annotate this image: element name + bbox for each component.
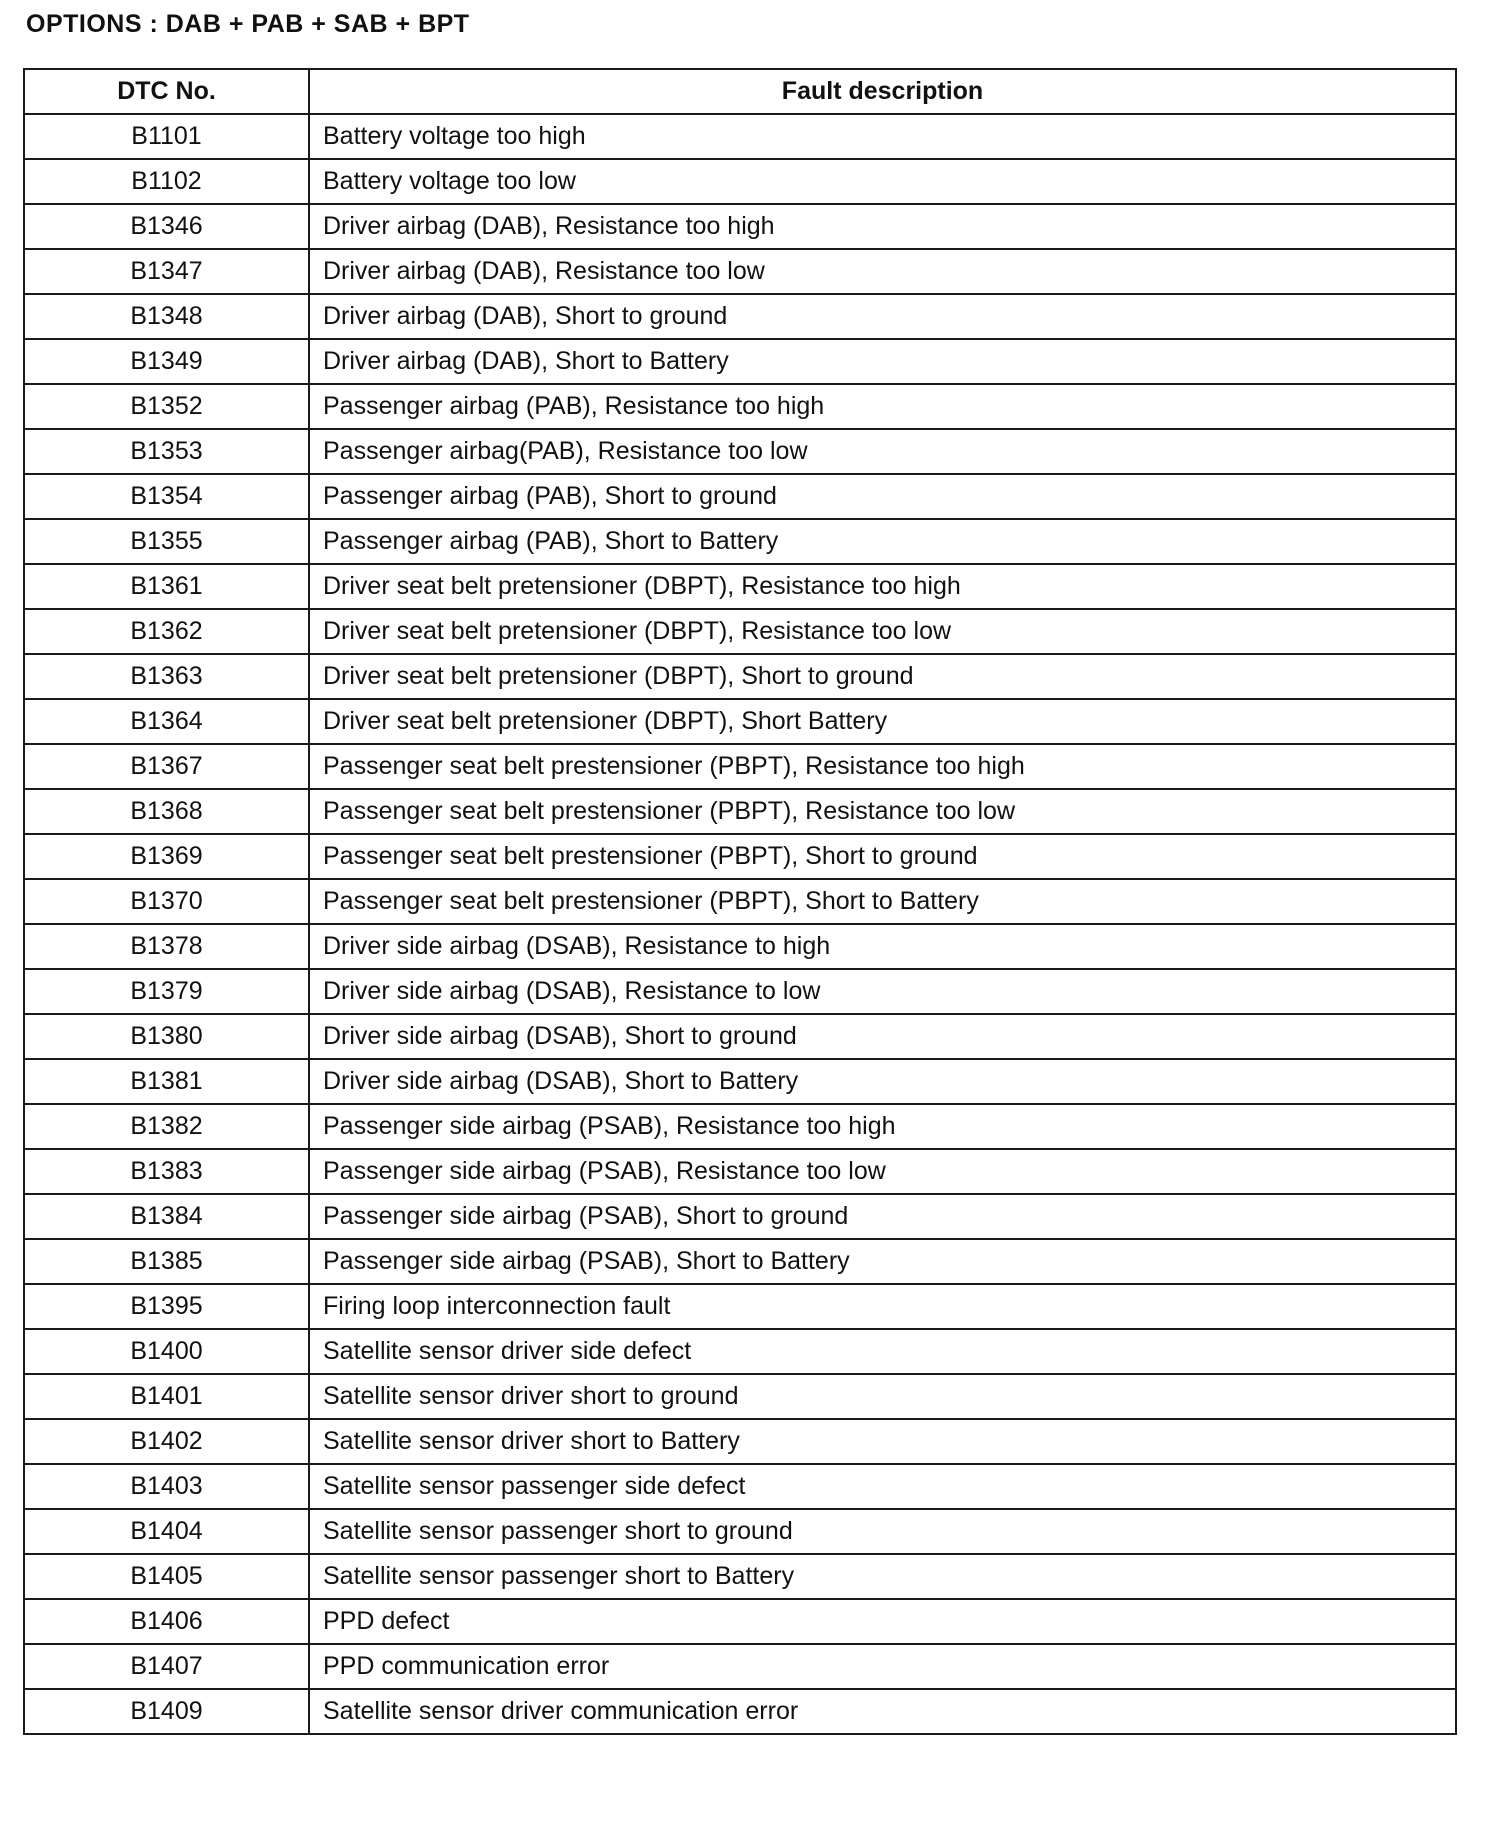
table-row xyxy=(24,699,1456,744)
fault-description: Driver side airbag (DSAB), Short to ground xyxy=(309,1014,1456,1059)
table-row xyxy=(24,1059,1456,1104)
fault-description: PPD communication error xyxy=(309,1644,1456,1689)
fault-description: Satellite sensor driver side defect xyxy=(309,1329,1456,1374)
fault-description: Driver seat belt pretensioner (DBPT), Short to ground xyxy=(309,654,1456,699)
header-dtc-no: DTC No. xyxy=(24,69,309,114)
table-row xyxy=(24,204,1456,249)
fault-description: Passenger side airbag (PSAB), Resistance too low xyxy=(309,1149,1456,1194)
table-row xyxy=(24,1644,1456,1689)
fault-description: Driver airbag (DAB), Short to Battery xyxy=(309,339,1456,384)
fault-description: Satellite sensor passenger short to ground xyxy=(309,1509,1456,1554)
fault-description: Driver seat belt pretensioner (DBPT), Resistance too high xyxy=(309,564,1456,609)
fault-description: Driver airbag (DAB), Resistance too high xyxy=(309,204,1456,249)
table-row xyxy=(24,114,1456,159)
fault-description: Passenger airbag(PAB), Resistance too low xyxy=(309,429,1456,474)
fault-description: Passenger seat belt prestensioner (PBPT), Resistance too low xyxy=(309,789,1456,834)
dtc-code: B1409 xyxy=(24,1689,309,1734)
fault-description: Passenger side airbag (PSAB), Short to ground xyxy=(309,1194,1456,1239)
fault-description: Driver airbag (DAB), Short to ground xyxy=(309,294,1456,339)
dtc-code: B1355 xyxy=(24,519,309,564)
table-row xyxy=(24,1689,1456,1734)
dtc-code: B1380 xyxy=(24,1014,309,1059)
table-row xyxy=(24,1599,1456,1644)
fault-description: Driver side airbag (DSAB), Resistance to low xyxy=(309,969,1456,1014)
header-row xyxy=(24,69,1456,114)
dtc-code: B1381 xyxy=(24,1059,309,1104)
table-row xyxy=(24,609,1456,654)
dtc-table xyxy=(23,68,1457,1735)
table-row xyxy=(24,1104,1456,1149)
table-row xyxy=(24,1419,1456,1464)
table-row xyxy=(24,339,1456,384)
table-row xyxy=(24,1509,1456,1554)
dtc-code: B1403 xyxy=(24,1464,309,1509)
fault-description: Driver seat belt pretensioner (DBPT), Resistance too low xyxy=(309,609,1456,654)
dtc-code: B1101 xyxy=(24,114,309,159)
table-row xyxy=(24,924,1456,969)
fault-description: Satellite sensor driver short to Battery xyxy=(309,1419,1456,1464)
dtc-code: B1378 xyxy=(24,924,309,969)
dtc-code: B1349 xyxy=(24,339,309,384)
dtc-code: B1406 xyxy=(24,1599,309,1644)
dtc-code: B1395 xyxy=(24,1284,309,1329)
dtc-code: B1402 xyxy=(24,1419,309,1464)
dtc-code: B1361 xyxy=(24,564,309,609)
dtc-code: B1383 xyxy=(24,1149,309,1194)
table-row xyxy=(24,564,1456,609)
table-row xyxy=(24,744,1456,789)
fault-description: Satellite sensor driver short to ground xyxy=(309,1374,1456,1419)
table-row xyxy=(24,1329,1456,1374)
table-row xyxy=(24,1014,1456,1059)
table-row xyxy=(24,1284,1456,1329)
header-fault-description: Fault description xyxy=(309,69,1456,114)
dtc-code: B1348 xyxy=(24,294,309,339)
table-row xyxy=(24,1554,1456,1599)
table-row xyxy=(24,519,1456,564)
table-row xyxy=(24,429,1456,474)
dtc-code: B1354 xyxy=(24,474,309,519)
dtc-code: B1379 xyxy=(24,969,309,1014)
table-row xyxy=(24,474,1456,519)
fault-description: Driver airbag (DAB), Resistance too low xyxy=(309,249,1456,294)
fault-description: Driver side airbag (DSAB), Short to Battery xyxy=(309,1059,1456,1104)
dtc-code: B1384 xyxy=(24,1194,309,1239)
dtc-code: B1363 xyxy=(24,654,309,699)
table-row xyxy=(24,789,1456,834)
table-row xyxy=(24,159,1456,204)
fault-description: Battery voltage too high xyxy=(309,114,1456,159)
dtc-code: B1370 xyxy=(24,879,309,924)
dtc-code: B1364 xyxy=(24,699,309,744)
table-row xyxy=(24,834,1456,879)
fault-description: Passenger airbag (PAB), Resistance too high xyxy=(309,384,1456,429)
table-row xyxy=(24,1194,1456,1239)
dtc-code: B1385 xyxy=(24,1239,309,1284)
dtc-code: B1347 xyxy=(24,249,309,294)
dtc-code: B1400 xyxy=(24,1329,309,1374)
table-row xyxy=(24,294,1456,339)
dtc-code: B1102 xyxy=(24,159,309,204)
table-row xyxy=(24,1464,1456,1509)
fault-description: Battery voltage too low xyxy=(309,159,1456,204)
dtc-code: B1352 xyxy=(24,384,309,429)
dtc-code: B1369 xyxy=(24,834,309,879)
table-row xyxy=(24,249,1456,294)
fault-description: Firing loop interconnection fault xyxy=(309,1284,1456,1329)
table-row xyxy=(24,1149,1456,1194)
fault-description: PPD defect xyxy=(309,1599,1456,1644)
fault-description: Passenger airbag (PAB), Short to Battery xyxy=(309,519,1456,564)
dtc-code: B1404 xyxy=(24,1509,309,1554)
fault-description: Satellite sensor passenger short to Battery xyxy=(309,1554,1456,1599)
dtc-code: B1367 xyxy=(24,744,309,789)
dtc-code: B1382 xyxy=(24,1104,309,1149)
fault-description: Passenger side airbag (PSAB), Resistance too high xyxy=(309,1104,1456,1149)
dtc-code: B1401 xyxy=(24,1374,309,1419)
table-row xyxy=(24,879,1456,924)
fault-description: Satellite sensor driver communication error xyxy=(309,1689,1456,1734)
dtc-code: B1353 xyxy=(24,429,309,474)
fault-description: Passenger airbag (PAB), Short to ground xyxy=(309,474,1456,519)
fault-description: Satellite sensor passenger side defect xyxy=(309,1464,1456,1509)
table-header xyxy=(24,69,1456,114)
table-row xyxy=(24,1374,1456,1419)
fault-description: Passenger seat belt prestensioner (PBPT), Short to ground xyxy=(309,834,1456,879)
dtc-code: B1405 xyxy=(24,1554,309,1599)
fault-description: Driver seat belt pretensioner (DBPT), Short Battery xyxy=(309,699,1456,744)
document-title: OPTIONS : DAB + PAB + SAB + BPT xyxy=(26,10,470,38)
fault-description: Passenger seat belt prestensioner (PBPT), Short to Battery xyxy=(309,879,1456,924)
table-row xyxy=(24,384,1456,429)
dtc-code: B1362 xyxy=(24,609,309,654)
fault-description: Driver side airbag (DSAB), Resistance to high xyxy=(309,924,1456,969)
dtc-code: B1346 xyxy=(24,204,309,249)
dtc-code: B1368 xyxy=(24,789,309,834)
fault-description: Passenger seat belt prestensioner (PBPT), Resistance too high xyxy=(309,744,1456,789)
table-row xyxy=(24,1239,1456,1284)
table-row xyxy=(24,969,1456,1014)
table-row xyxy=(24,654,1456,699)
fault-description: Passenger side airbag (PSAB), Short to Battery xyxy=(309,1239,1456,1284)
table-body xyxy=(24,114,1456,1734)
dtc-code: B1407 xyxy=(24,1644,309,1689)
